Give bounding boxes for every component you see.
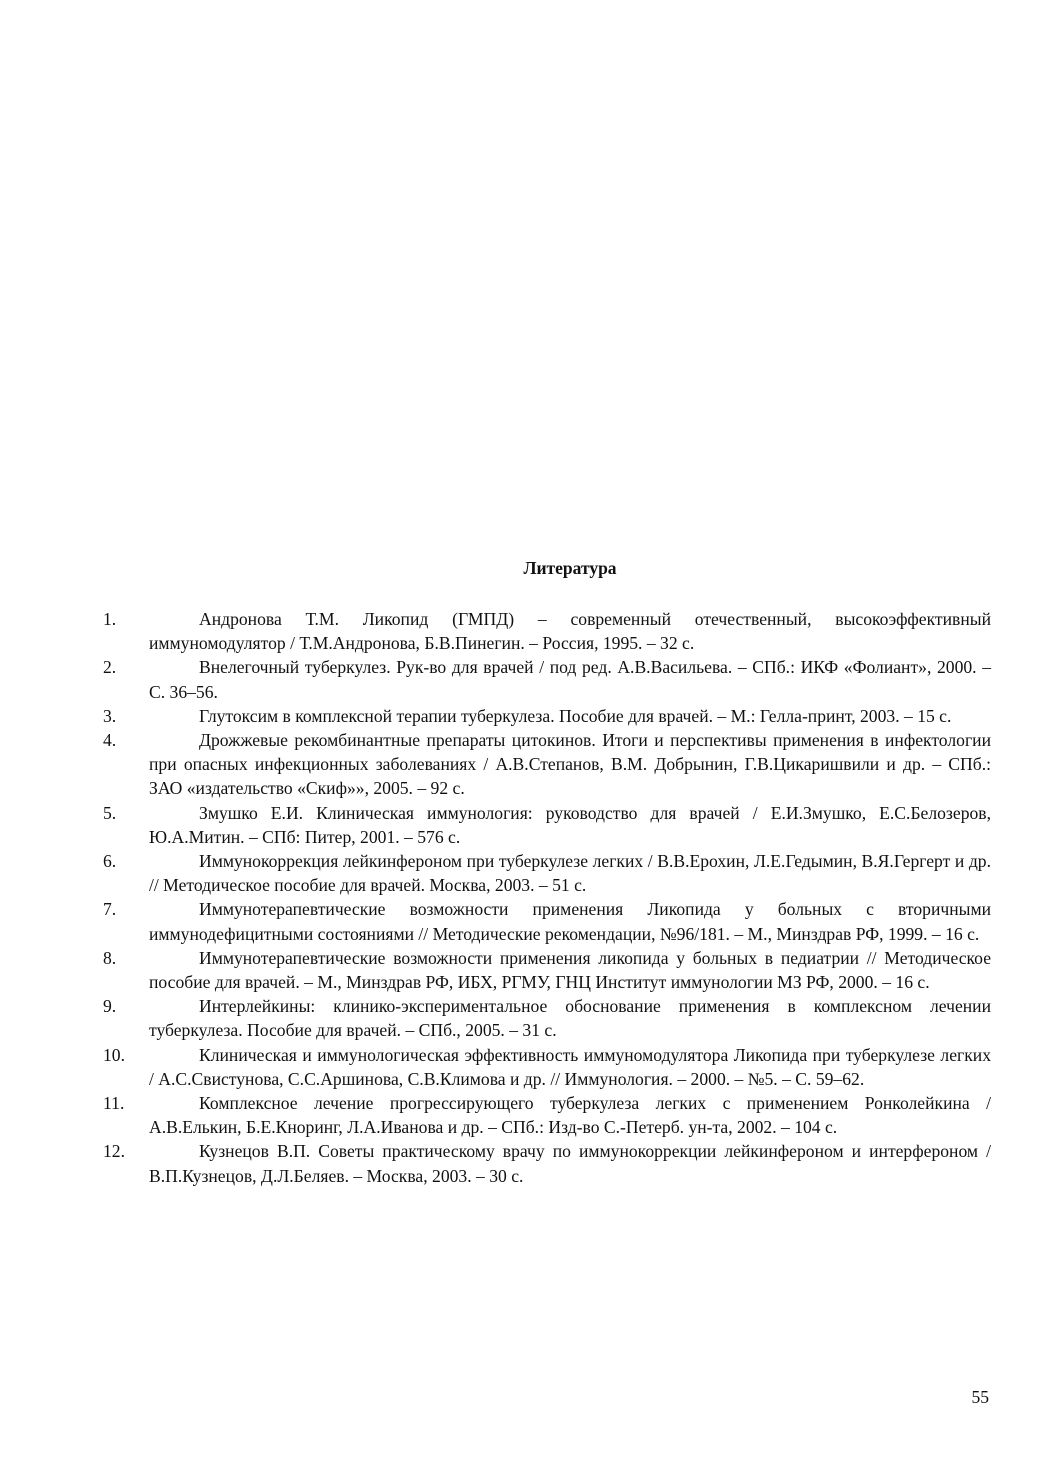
reference-text: Комплексное лечение прогрессирующего туберкулеза легких с применением Ронколейкина / А.В.Елькин, Б.Е.Кноринг, Л.А.Иванова и др. – СПб.: Изд-во С.-Петерб. ун-та, 2002. – 104 с. bbox=[149, 1093, 991, 1138]
reference-text: Кузнецов В.П. Советы практическому врачу по иммунокоррекции лейкинфероном и интерфероном / В.П.Кузнецов, Д.Л.Беляев. – Москва, 2003. – 30 с. bbox=[149, 1141, 991, 1186]
reference-text: Иммунотерапевтические возможности применения ликопида у больных в педиатрии // Методическое пособие для врачей. – М., Минздрав РФ, ИБХ, РГМУ, ГНЦ Институт иммунологии МЗ РФ, 2000. – 16 с. bbox=[149, 947, 991, 993]
reference-number: 12. bbox=[103, 1141, 125, 1162]
list-item bbox=[103, 994, 991, 1042]
reference-number: 11. bbox=[103, 1093, 125, 1114]
reference-text: Внелегочный туберкулез. Рук-во для врачей / под ред. А.В.Васильева. – СПб.: ИКФ «Фолиант», 2000. – С. 36–56. bbox=[149, 657, 991, 702]
reference-text: Клиническая и иммунологическая эффективность иммуномодулятора Ликопида при туберкулезе легких / А.С.Свистунова, С.С.Аршинова, С.В.Климова и др. // Иммунология. – 2000. – №5. – С. 59–62. bbox=[149, 1044, 991, 1089]
list-item bbox=[103, 801, 991, 849]
list-item bbox=[103, 1043, 991, 1091]
section-heading: Литература bbox=[523, 558, 617, 578]
list-item bbox=[103, 946, 991, 994]
list-item bbox=[103, 1139, 991, 1187]
list-item bbox=[103, 897, 991, 945]
reference-number: 2. bbox=[103, 657, 117, 678]
reference-number: 9. bbox=[103, 996, 117, 1017]
reference-text: Андронова Т.М. Ликопид (ГМПД) – современный отечественный, высокоэффективный иммуномодулятор / Т.М.Андронова, Б.В.Пинегин. – Россия, 1995. – 32 с. bbox=[149, 609, 991, 654]
list-item bbox=[103, 655, 991, 703]
list-item bbox=[103, 704, 991, 728]
reference-list bbox=[103, 607, 991, 1188]
page-number: 55 bbox=[971, 1387, 989, 1407]
list-item bbox=[103, 607, 991, 655]
reference-text: Иммунокоррекция лейкинфероном при туберкулезе легких / В.В.Ерохин, Л.Е.Гедымин, В.Я.Гергерт и др. // Методическое пособие для врачей. Москва, 2003. – 51 с. bbox=[149, 851, 991, 896]
reference-text: Интерлейкины: клинико-экспериментальное обоснование применения в комплексном лечении туберкулеза. Пособие для врачей. – СПб., 2005. – 31 с. bbox=[149, 996, 991, 1041]
list-item bbox=[103, 728, 991, 801]
reference-number: 8. bbox=[103, 947, 117, 968]
list-item bbox=[103, 1091, 991, 1139]
reference-number: 7. bbox=[103, 899, 117, 920]
reference-text: Дрожжевые рекомбинантные препараты цитокинов. Итоги и перспективы применения в инфектологии при опасных инфекционных заболеваниях / А.В.Степанов, В.М. Добрынин, Г.В.Цикаришвили и др. – СПб.: ЗАО «издательство «Скиф»», 2005. – 92 с. bbox=[149, 730, 991, 799]
reference-number: 5. bbox=[103, 802, 117, 823]
list-item bbox=[103, 849, 991, 897]
reference-number: 10. bbox=[103, 1044, 125, 1065]
reference-number: 6. bbox=[103, 851, 117, 872]
reference-number: 4. bbox=[103, 730, 117, 751]
reference-text: Иммунотерапевтические возможности применения Ликопида у больных с вторичными иммунодефицитными состояниями // Методические рекомендации, №96/181. – М., Минздрав РФ, 1999. – 16 с. bbox=[149, 899, 991, 944]
reference-text: Глутоксим в комплексной терапии туберкулеза. Пособие для врачей. – М.: Гелла-принт, 2003. – 15 с. bbox=[199, 705, 952, 726]
reference-number: 1. bbox=[103, 609, 117, 629]
reference-number: 3. bbox=[103, 705, 117, 726]
reference-text: Змушко Е.И. Клиническая иммунология: руководство для врачей / Е.И.Змушко, Е.С.Белозеров, Ю.А.Митин. – СПб: Питер, 2001. – 576 с. bbox=[149, 802, 991, 847]
